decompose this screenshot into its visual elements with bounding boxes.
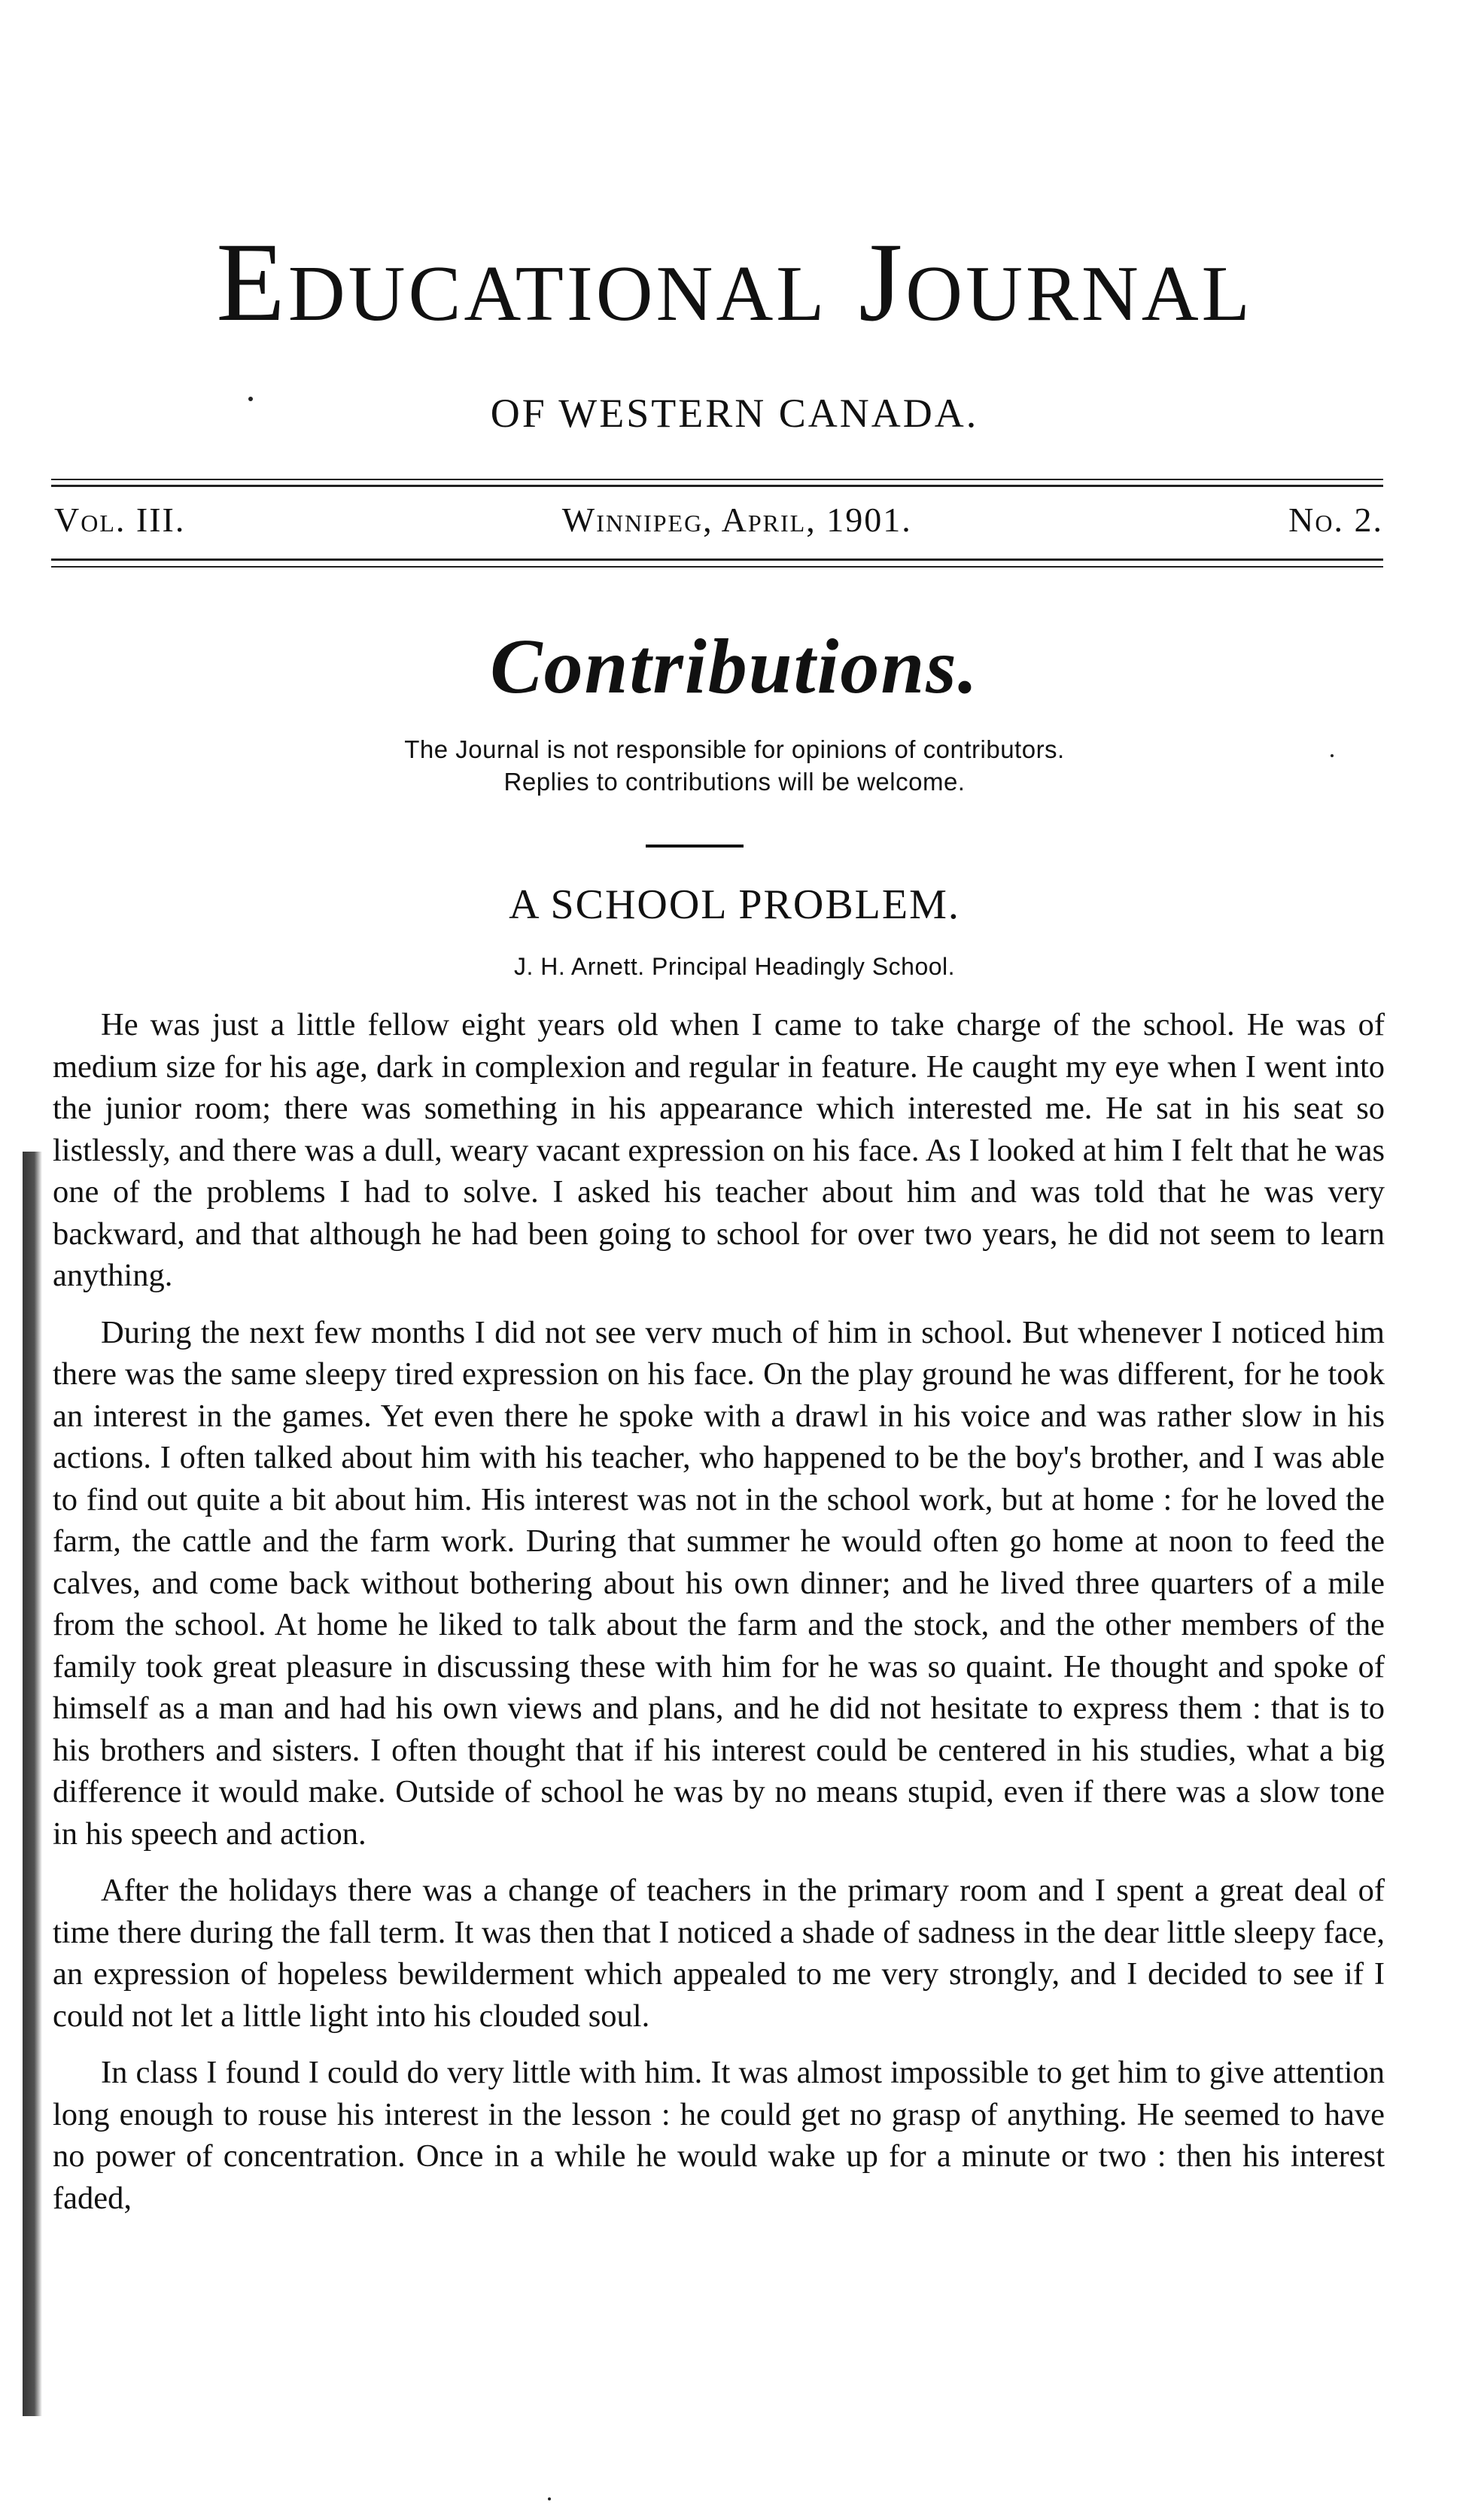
- volume-label: Vol. III.: [54, 501, 186, 539]
- masthead-top-rule-double: [51, 485, 1383, 487]
- issue-info-row: [54, 500, 1383, 540]
- binding-shadow: [23, 1152, 42, 2416]
- article-byline: J. H. Arnett. Principal Headingly School.: [513, 953, 956, 980]
- article-paragraph: In class I found I could do very little with him. It was almost impossible to get him to give attention long enough to rouse his interest in the lesson : he could get no grasp of anything. He seemed to have no power of concentration. Once in a while he would wake up for a minute or two : then his interest faded,: [53, 2055, 1385, 2216]
- disclaimer-line-2: Replies to contributions will be welcome.: [503, 768, 966, 796]
- article-paragraph: After the holidays there was a change of teachers in the primary room and I spent a great deal of time there during the fall term. It was then that I noticed a shade of sadness in the dear little sleepy face, an expression of hopeless bewilderment which appealed to me very strongly, and I decided to see if I could not let a little light into his clouded soul.: [53, 1873, 1385, 2034]
- masthead-bottom-rule: [51, 558, 1383, 561]
- article-body: [53, 1004, 1385, 2234]
- journal-subtitle: OF WESTERN CANADA.: [490, 391, 979, 436]
- speck: [248, 397, 253, 401]
- section-heading: Contributions.: [490, 623, 979, 710]
- masthead-bottom-rule-double: [51, 566, 1383, 568]
- journal-title: Educational Journal: [216, 220, 1253, 345]
- speck: [1331, 754, 1334, 757]
- article-title: A SCHOOL PROBLEM.: [509, 881, 960, 928]
- article-paragraph: During the next few months I did not see verv much of him in school. But whenever I noticed him there was the same sleepy tired expression on his face. On the play ground he was different, for he took an interest in the games. Yet even there he spoke with a drawl in his voice and was rather slow in his actions. I often talked about him with his teacher, who happened to be the boy's brother, and I was able to find out quite a bit about him. His interest was not in the school work, but at home : for he loved the farm, the cattle and the farm work. During that summer he would often go home at noon to feed the calves, and come back without bothering about his own dinner; and he lived three quarters of a mile from the school. At home he liked to talk about the farm and the stock, and the other members of the family took great pleasure in discussing these with him for he was so quaint. He thought and spoke of himself as a man and had his own views and plans, and he did not hesitate to express them : that is to his brothers and sisters. I often thought that if his interest could be centered in his studies, what a big difference it would make. Outside of school he was by no means stupid, even if there was a slow tone in his speech and action.: [53, 1314, 1385, 1852]
- masthead-top-rule: [51, 479, 1383, 480]
- speck: [548, 2497, 551, 2500]
- issue-number-label: No. 2.: [1288, 501, 1383, 539]
- article-paragraph: He was just a little fellow eight years old when I came to take charge of the school. He was of medium size for his age, dark in complexion and regular in feature. He caught my eye when I went into the junior room; there was something in his appearance which interested me. He sat in his seat so listlessly, and there was a dull, weary vacant expression on his face. As I looked at him I felt that he was one of the problems I had to solve. I asked his teacher about him and was told that he was very backward, and that although he had been going to school for over two years, he did not seem to learn anything.: [53, 1007, 1385, 1293]
- place-date-label: Winnipeg, April, 1901.: [561, 501, 912, 539]
- section-divider: [646, 845, 744, 848]
- disclaimer-line-1: The Journal is not responsible for opinions of contributors.: [404, 735, 1065, 763]
